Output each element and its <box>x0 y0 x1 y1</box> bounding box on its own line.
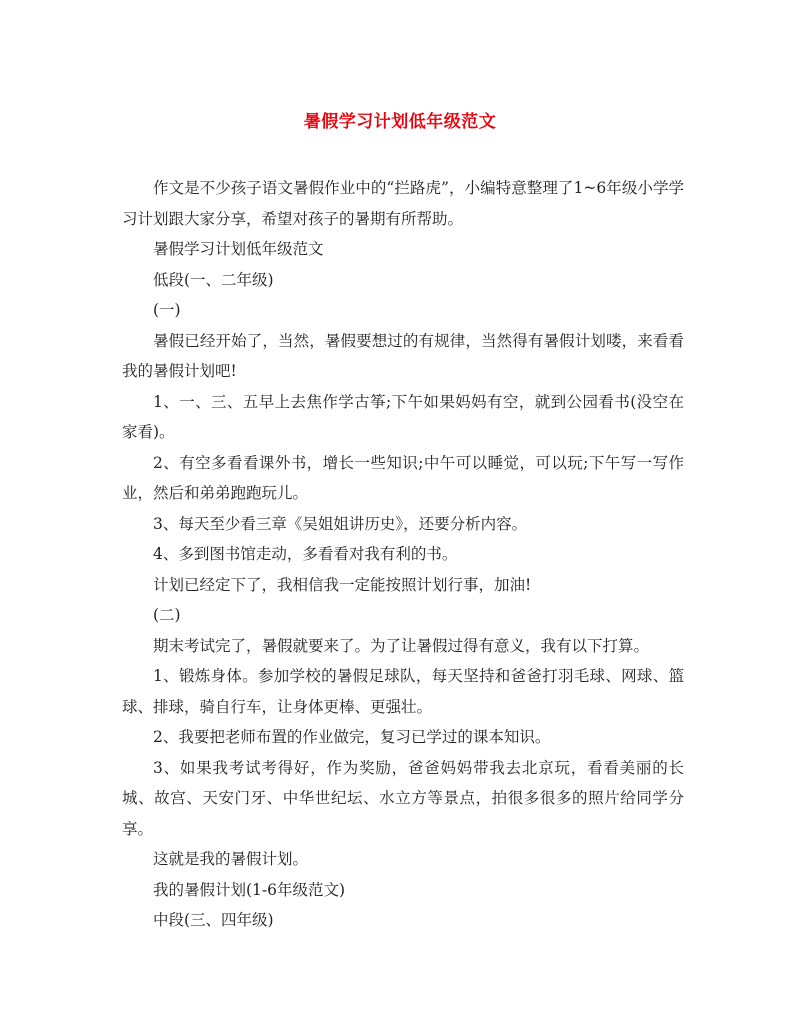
paragraph-item: 4、多到图书馆走动，多看看对我有利的书。 <box>153 545 458 563</box>
paragraph: 这就是我的暑假计划。 <box>153 850 309 868</box>
paragraph-item: 3、如果我考试考得好，作为奖励，爸爸妈妈带我去北京玩，看看美丽的长城、故宫、天安门牙、中华世纪坛、水立方等景点，拍很多很多的照片给同学分享。 <box>122 758 684 838</box>
paragraph-item: 3、每天至少看三章《吴姐姐讲历史》，还要分析内容。 <box>153 514 528 533</box>
paragraph-part-one: (一) <box>153 301 181 319</box>
paragraph: 计划已经定下了，我相信我一定能按照计划行事，加油! <box>153 575 532 594</box>
document-body <box>122 173 684 936</box>
paragraph-item: 2、我要把老师布置的作业做完，复习已学过的课本知识。 <box>153 728 551 746</box>
paragraph-intro: 作文是不少孩子语文暑假作业中的“拦路虎”，小编特意整理了1~6年级小学学习计划跟大家分享，希望对孩子的暑期有所帮助。 <box>122 179 684 228</box>
paragraph-part-two: (二) <box>153 606 181 624</box>
paragraph-item: 2、有空多看看课外书，增长一些知识;中午可以睡觉，可以玩;下午写一写作业，然后和弟弟跑跑玩儿。 <box>122 453 684 502</box>
paragraph-item: 1、一、三、五早上去焦作学古筝;下午如果妈妈有空，就到公园看书(没空在家看)。 <box>122 392 684 441</box>
paragraph-heading-plan: 我的暑假计划(1-6年级范文) <box>153 880 346 899</box>
paragraph-section-mid: 中段(三、四年级) <box>153 911 274 929</box>
document-title: 暑假学习计划低年级范文 <box>303 112 497 132</box>
paragraph-item: 1、锻炼身体。参加学校的暑假足球队，每天坚持和爸爸打羽毛球、网球、篮球、排球，骑自行车，让身体更棒、更强壮。 <box>122 667 684 716</box>
paragraph: 期末考试完了，暑假就要来了。为了让暑假过得有意义，我有以下打算。 <box>153 636 650 655</box>
paragraph-heading-low-grade: 暑假学习计划低年级范文 <box>153 240 324 258</box>
paragraph: 暑假已经开始了，当然，暑假要想过的有规律，当然得有暑假计划喽，来看看我的暑假计划吧! <box>122 331 684 380</box>
paragraph-section-low: 低段(一、二年级) <box>153 270 274 289</box>
